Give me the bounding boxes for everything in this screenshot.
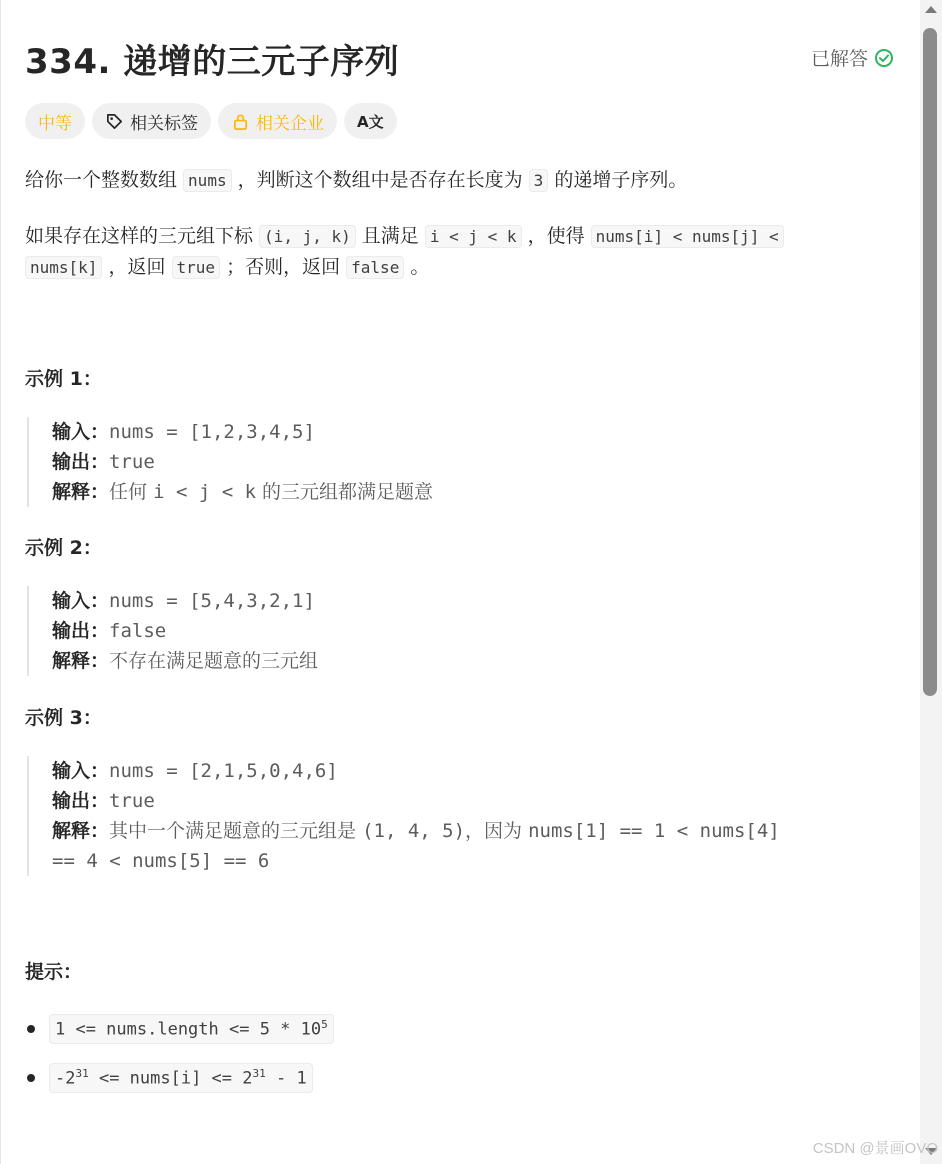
lock-icon	[231, 112, 250, 131]
inline-code: 3	[529, 169, 549, 192]
scrollbar-thumb[interactable]	[923, 28, 937, 696]
bullet	[27, 1025, 35, 1033]
translate-button[interactable]	[344, 103, 397, 139]
check-circle-icon	[874, 48, 894, 68]
solved-status	[811, 44, 894, 71]
inline-code: false	[346, 256, 404, 279]
example-3-heading: 示例 3：	[25, 707, 102, 729]
scroll-up-arrow-icon[interactable]	[925, 6, 937, 13]
example-input: nums = [1,2,3,4,5]	[109, 421, 315, 443]
related-companies-label: 相关企业	[256, 113, 324, 134]
inline-code: (i, j, k)	[259, 225, 356, 248]
problem-title[interactable]: 334. 递增的三元子序列	[25, 42, 400, 82]
constraint-item	[27, 1063, 313, 1093]
constraint-code: 1 <= nums.length <= $5 * 10^5$	[49, 1014, 334, 1044]
example-input: nums = [5,4,3,2,1]	[109, 590, 315, 612]
inline-code: nums[i] < nums[j] <	[591, 225, 784, 248]
difficulty-label: 中等	[38, 113, 72, 134]
related-tags-label: 相关标签	[130, 113, 198, 134]
example-2-block: 输入：nums = [5,4,3,2,1] 输出：false 解释：不存在满足题意的三元组	[27, 586, 318, 676]
tag-icon	[105, 112, 124, 131]
watermark: CSDN @景画OVO	[812, 1140, 938, 1157]
constraint-code: $-2^{31}$ <= nums[i] <= $2^{31} - 1$	[49, 1063, 313, 1093]
statement-paragraph-1: 给你一个整数数组 nums ，判断这个数组中是否存在长度为 3 的递增子序列。	[25, 169, 688, 191]
translate-icon: A文	[357, 112, 384, 131]
example-output: true	[109, 451, 155, 473]
inline-code: nums[k]	[25, 256, 102, 279]
statement-paragraph-2: 如果存在这样的三元组下标 (i, j, k) 且满足 i < j < k ，使得 nums[i] < nums[j] < nums[k] ，返回 true ；否则，返回 false 。	[25, 221, 885, 283]
example-1-block: 输入：nums = [1,2,3,4,5] 输出：true 解释：任何 i < j < k 的三元组都满足题意	[27, 417, 433, 507]
constraints-heading: 提示：	[25, 961, 83, 983]
inline-code: i < j < k	[425, 225, 522, 248]
related-companies-button[interactable]	[218, 103, 337, 139]
inline-code: nums	[183, 169, 232, 192]
example-input: nums = [2,1,5,0,4,6]	[109, 760, 338, 782]
example-1-heading: 示例 1：	[25, 368, 102, 390]
difficulty-tag[interactable]	[25, 103, 85, 139]
example-3-block: 输入：nums = [2,1,5,0,4,6] 输出：true 解释：其中一个满足题意的三元组是 (1, 4, 5)，因为 nums[1] == 1 < nums[4] == 4 < nums[5] == 6	[27, 756, 780, 876]
example-output: true	[109, 790, 155, 812]
tag-bar	[25, 103, 397, 139]
example-output: false	[109, 620, 167, 642]
related-tags-button[interactable]	[92, 103, 211, 139]
example-2-heading: 示例 2：	[25, 537, 102, 559]
inline-code: true	[172, 256, 221, 279]
bullet	[27, 1074, 35, 1082]
constraint-item	[27, 1014, 334, 1044]
solved-status-label: 已解答	[810, 48, 868, 70]
